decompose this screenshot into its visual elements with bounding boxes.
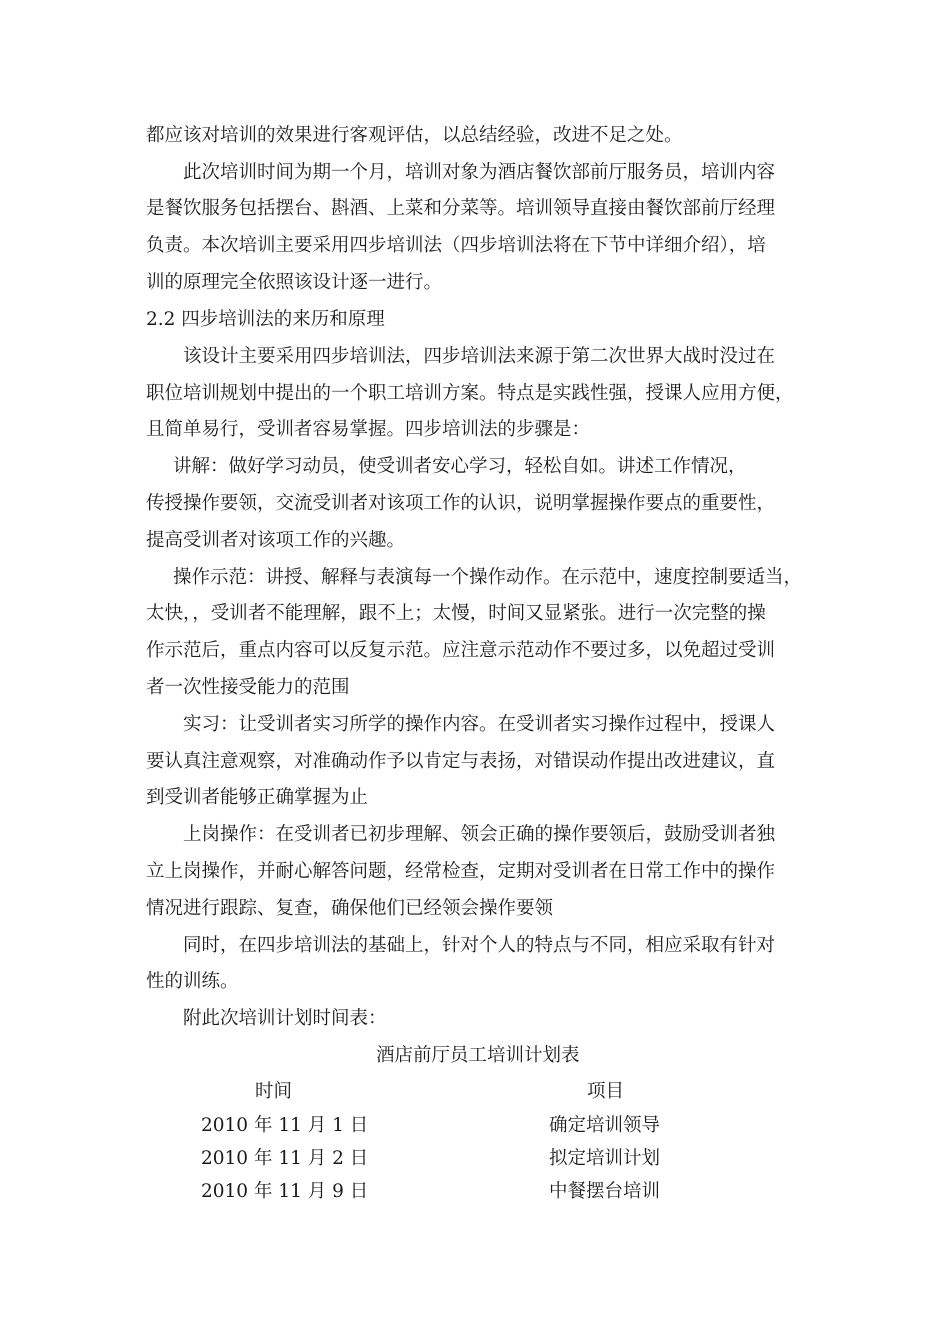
paragraph-line: 太快，，受训者不能理解，跟不上；太慢，时间又显紧张。进行一次完整的操 bbox=[146, 603, 766, 624]
paragraph-line: 且简单易行，受训者容易掌握。四步培训法的步骤是： bbox=[146, 419, 591, 440]
table-title: 酒店前厅员工培训计划表 bbox=[376, 1045, 580, 1066]
paragraph-line: 立上岗操作，并耐心解答问题，经常检查，定期对受训者在日常工作中的操作 bbox=[146, 861, 776, 882]
paragraph-line: 要认真注意观察，对准确动作予以肯定与表扬，对错误动作提出改进建议，直 bbox=[146, 751, 776, 772]
paragraph-line: 同时，在四步培训法的基础上，针对个人的特点与不同，相应采取有针对 bbox=[183, 935, 776, 956]
table-cell-item: 中餐摆台培训 bbox=[549, 1181, 661, 1202]
paragraph-line: 讲解：做好学习动员，使受训者安心学习，轻松自如。讲述工作情况， bbox=[173, 456, 747, 477]
paragraph-line: 者一次性接受能力的范围 bbox=[146, 677, 350, 698]
table-cell-date: 2010 年 11 月 2 日 bbox=[201, 1148, 369, 1169]
paragraph-line: 上岗操作：在受训者已初步理解、领会正确的操作要领后，鼓励受训者独 bbox=[183, 824, 776, 845]
paragraph-line: 负责。本次培训主要采用四步培训法（四步培训法将在下节中详细介绍），培 bbox=[146, 235, 766, 256]
paragraph-line: 实习：让受训者实习所学的操作内容。在受训者实习操作过程中，授课人 bbox=[183, 714, 776, 735]
paragraph-line: 都应该对培训的效果进行客观评估，以总结经验，改进不足之处。 bbox=[146, 125, 683, 146]
table-cell-date: 2010 年 11 月 9 日 bbox=[201, 1181, 369, 1202]
paragraph-line: 到受训者能够正确掌握为止 bbox=[146, 787, 369, 808]
section-heading: 2.2 四步培训法的来历和原理 bbox=[146, 309, 385, 330]
table-cell-item: 拟定培训计划 bbox=[549, 1148, 661, 1169]
paragraph-line: 是餐饮服务包括摆台、斟酒、上菜和分菜等。培训领导直接由餐饮部前厅经理 bbox=[146, 198, 776, 219]
paragraph-line: 传授操作要领，交流受训者对该项工作的认识，说明掌握操作要点的重要性， bbox=[146, 493, 776, 514]
table-cell-item: 确定培训领导 bbox=[549, 1115, 661, 1136]
table-header-item: 项目 bbox=[587, 1081, 625, 1102]
paragraph-line: 该设计主要采用四步培训法，四步培训法来源于第二次世界大战时没过在 bbox=[183, 346, 776, 367]
paragraph-line: 此次培训时间为期一个月，培训对象为酒店餐饮部前厅服务员，培训内容 bbox=[183, 162, 776, 183]
paragraph-line: 性的训练。 bbox=[146, 971, 239, 992]
paragraph-line: 职位培训规划中提出的一个职工培训方案。特点是实践性强，授课人应用方便， bbox=[146, 383, 794, 404]
table-cell-date: 2010 年 11 月 1 日 bbox=[201, 1115, 369, 1136]
paragraph-line: 提高受训者对该项工作的兴趣。 bbox=[146, 530, 406, 551]
paragraph-line: 情况进行跟踪、复查，确保他们已经领会操作要领 bbox=[146, 898, 554, 919]
paragraph-line: 附此次培训计划时间表： bbox=[183, 1008, 387, 1029]
paragraph-line: 操作示范：讲授、解释与表演每一个操作动作。在示范中，速度控制要适当， bbox=[173, 567, 803, 588]
table-header-time: 时间 bbox=[255, 1081, 293, 1102]
paragraph-line: 训的原理完全依照该设计逐一进行。 bbox=[146, 272, 443, 293]
paragraph-line: 作示范后，重点内容可以反复示范。应注意示范动作不要过多，以免超过受训 bbox=[146, 640, 776, 661]
